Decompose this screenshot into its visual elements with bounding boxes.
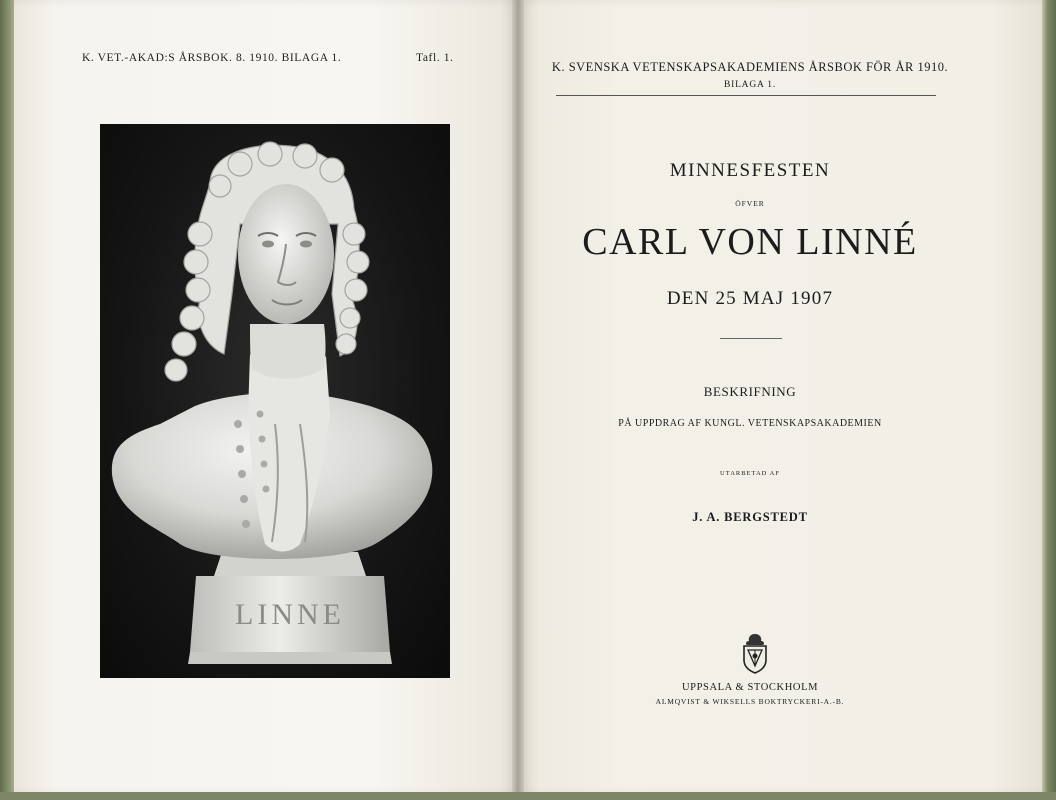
- title-main: CARL VON LINNÉ: [582, 221, 918, 263]
- book-gutter: [512, 0, 524, 794]
- prepared-by: UTARBETAD AF: [720, 470, 780, 477]
- author-name: J. A. BERGSTEDT: [692, 510, 808, 524]
- plate-number: Tafl. 1.: [416, 52, 454, 64]
- bust-photograph: [100, 124, 450, 678]
- title-top: MINNESFESTEN: [669, 160, 831, 181]
- publication-place: UPPSALA & STOCKHOLM: [681, 682, 819, 693]
- plinth-inscription: LINNE: [235, 598, 345, 631]
- bust-neck: [250, 324, 326, 379]
- book-cover-edge-right: [1042, 0, 1056, 800]
- title-divider: [720, 338, 782, 339]
- commission-line: PÅ UPPDRAG AF KUNGL. VETENSKAPSAKADEMIEN: [618, 418, 882, 429]
- title-connector: ÖFVER: [735, 199, 765, 208]
- running-header-supplement: BILAGA 1.: [723, 80, 777, 90]
- printer-emblem-icon: [740, 632, 770, 679]
- bust-face: [238, 184, 334, 324]
- printer-name: ALMQVIST & WIKSELLS BOKTRYCKERI-A.-B.: [655, 697, 845, 706]
- plate-header: K. VET.-AKAD:S ÅRSBOK. 8. 1910. BILAGA 1.: [82, 52, 342, 64]
- header-rule: [556, 95, 936, 96]
- book-cover-bottom: [0, 792, 1056, 800]
- subtitle: BESKRIFNING: [703, 384, 797, 399]
- running-header: K. SVENSKA VETENSKAPSAKADEMIENS ÅRSBOK FÖR ÅR 1910.: [551, 60, 949, 74]
- title-date: DEN 25 MAJ 1907: [666, 288, 834, 309]
- bust-torso: [112, 354, 432, 559]
